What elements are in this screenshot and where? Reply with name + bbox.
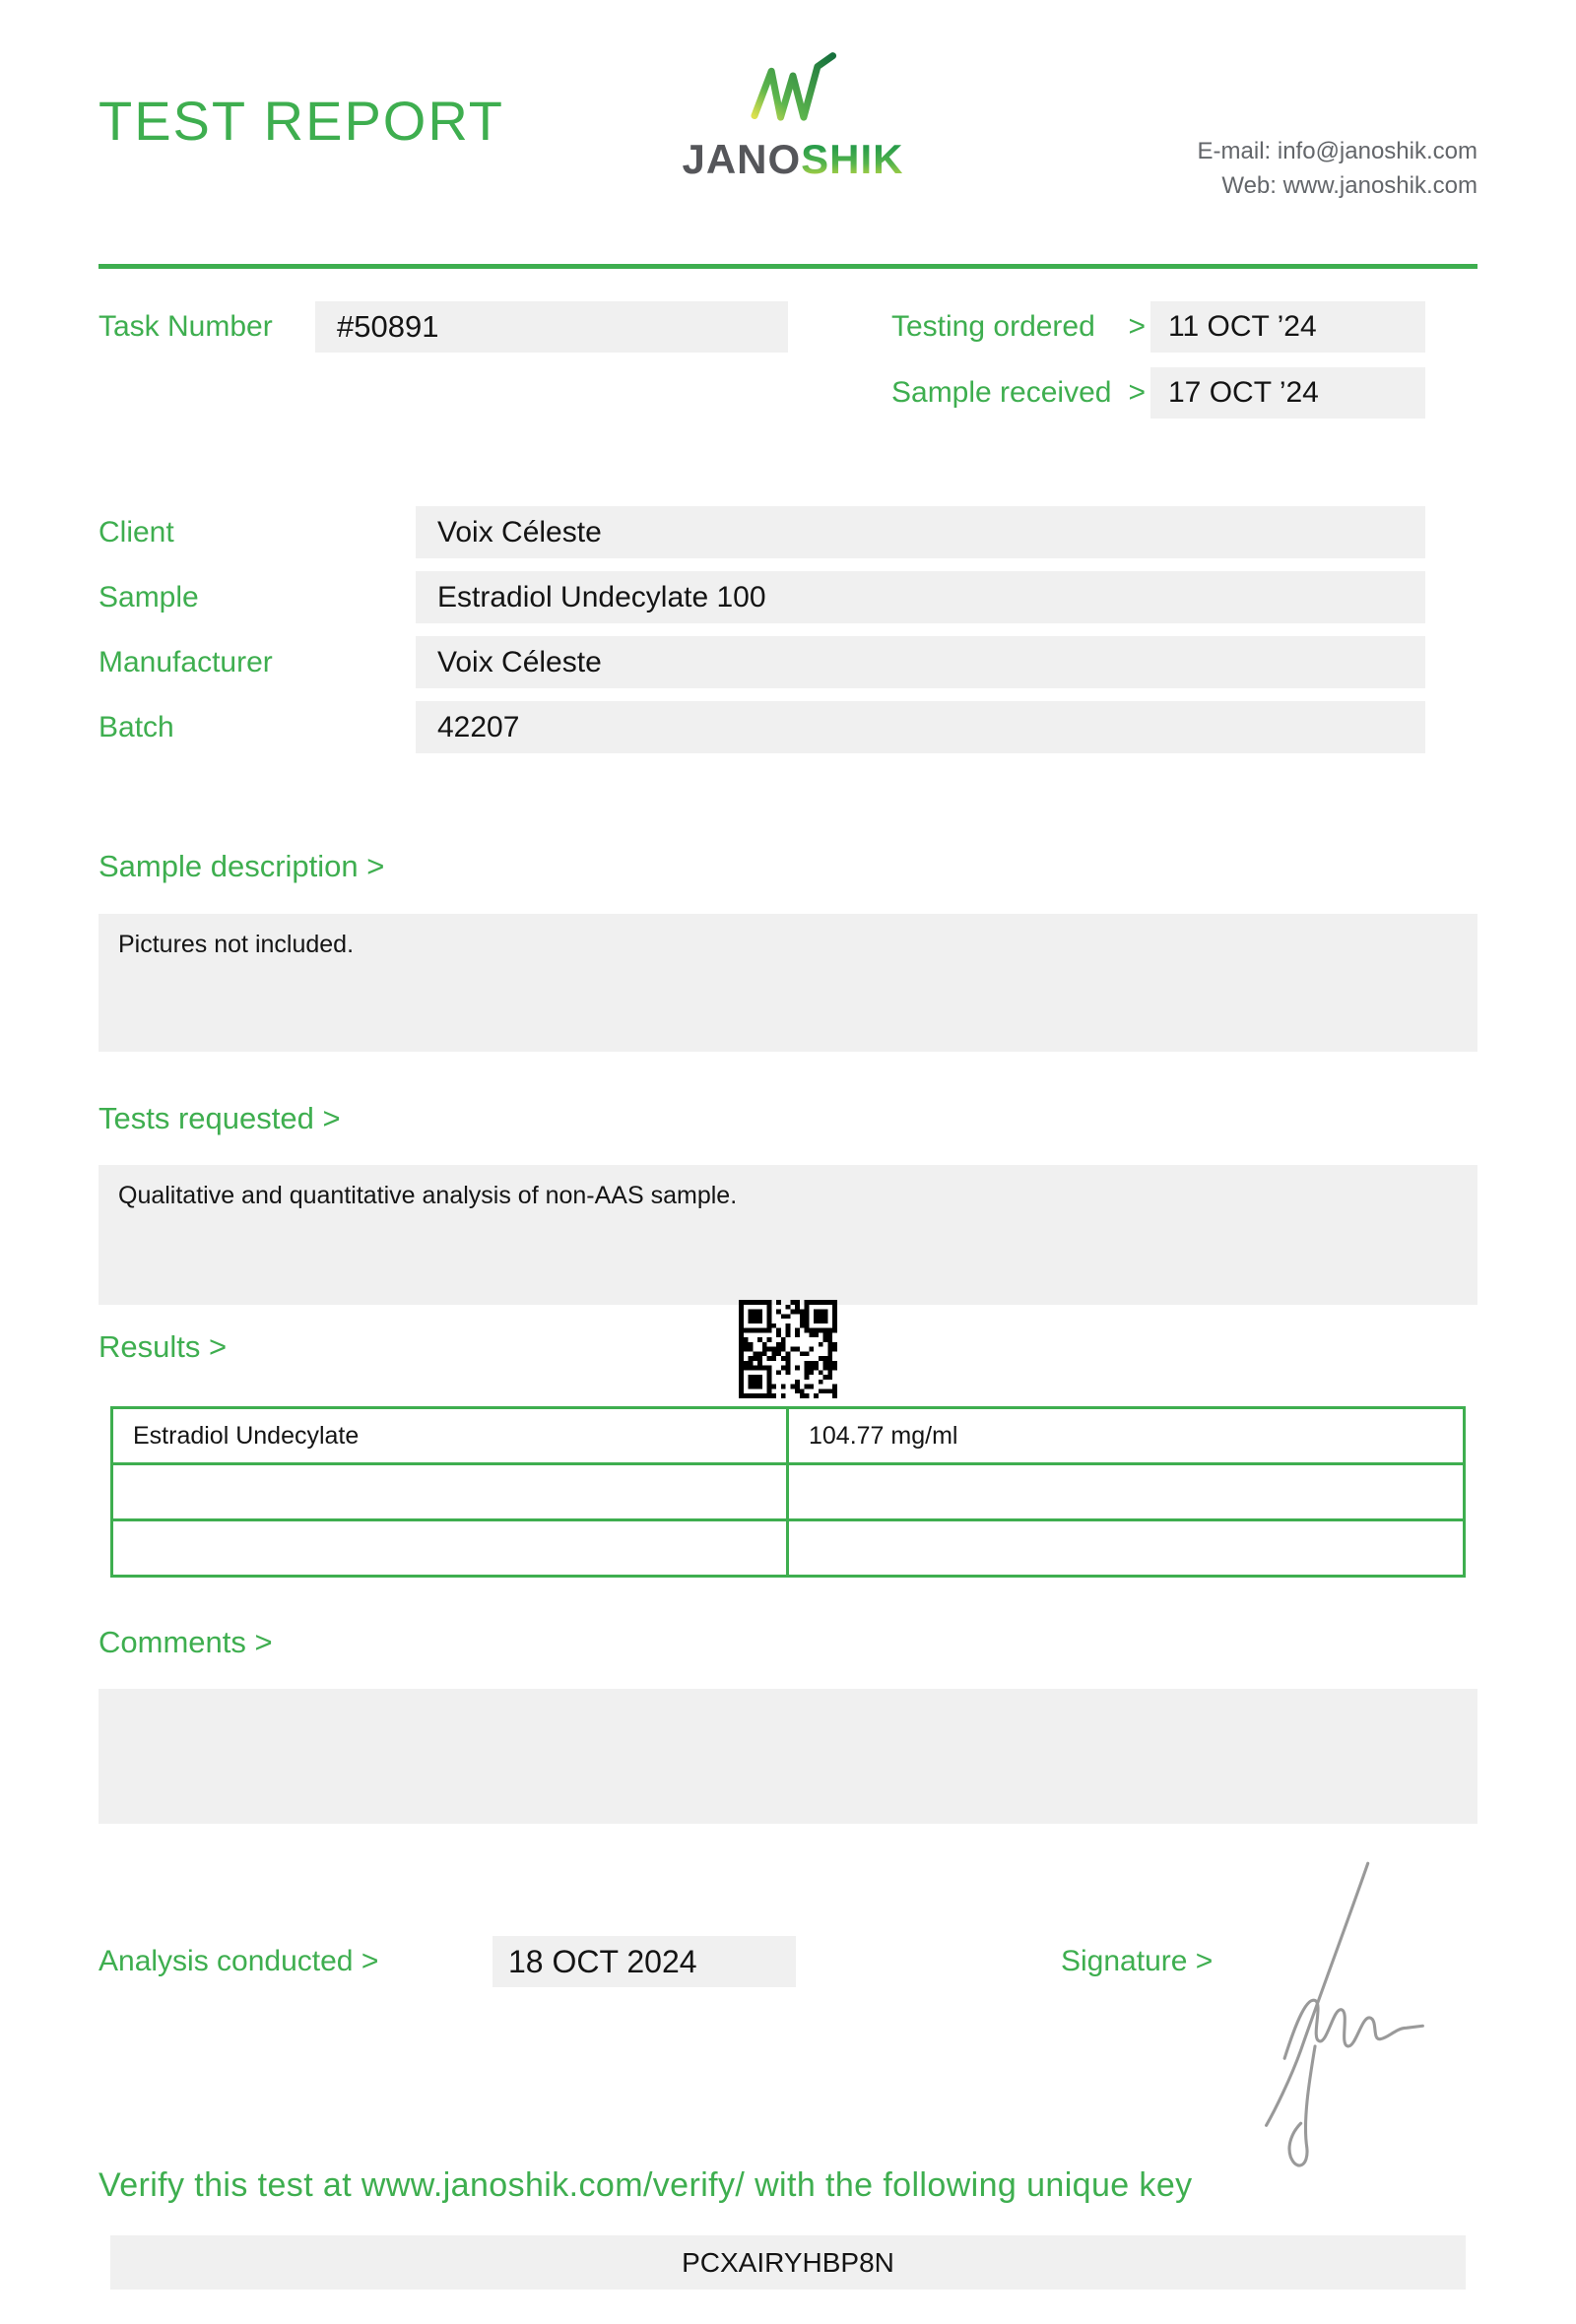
task-number-value: #50891 [315,301,788,353]
result-value-cell [789,1465,1463,1518]
comments-box [98,1689,1478,1824]
page-title: TEST REPORT [98,90,505,152]
analysis-conducted-label: Analysis conducted > [98,1945,379,1977]
result-value-cell [789,1521,1463,1575]
result-value-cell: 104.77 mg/ml [789,1409,1463,1462]
janoshik-logo [678,51,908,183]
arrow-glyph: > [1128,310,1146,343]
contact-email: E-mail: info@janoshik.com [1197,138,1478,164]
sample-description-heading: Sample description > [98,849,385,883]
batch-value: 42207 [416,701,1425,753]
task-number-label: Task Number [98,310,273,343]
results-heading: Results > [98,1329,228,1364]
logo-wordmark [678,136,908,183]
client-value: Voix Céleste [416,506,1425,558]
sample-received-value: 17 OCT ’24 [1150,367,1425,419]
contact-web: Web: www.janoshik.com [1221,172,1478,199]
analysis-conducted-value: 18 OCT 2024 [492,1936,796,1987]
client-label: Client [98,516,174,549]
results-table [110,1406,1466,1578]
sample-description-box: Pictures not included. [98,914,1478,1052]
arrow-glyph: > [1128,376,1146,409]
logo-word-green: SHIK [801,136,904,182]
tests-requested-heading: Tests requested > [98,1101,341,1135]
logo-word-dark: JANO [682,136,802,182]
contact-info [1198,134,1478,203]
tests-requested-box: Qualitative and quantitative analysis of non-AAS sample. [98,1165,1478,1305]
header-divider [98,264,1478,269]
signature-label: Signature > [1061,1945,1214,1977]
testing-ordered-value: 11 OCT ’24 [1150,301,1425,353]
testing-ordered-label: Testing ordered > [891,310,1146,343]
result-name-cell [113,1465,786,1518]
sample-value: Estradiol Undecylate 100 [416,571,1425,623]
result-name-cell [113,1521,786,1575]
sample-label: Sample [98,581,199,613]
signature-image [1243,1855,1448,2180]
comments-heading: Comments > [98,1625,273,1659]
manufacturer-label: Manufacturer [98,646,273,678]
chart-line-icon [746,51,840,128]
batch-label: Batch [98,711,174,743]
sample-received-label: Sample received > [891,376,1146,409]
verify-text: Verify this test at www.janoshik.com/verify/ with the following unique key [98,2166,1193,2204]
result-name-cell: Estradiol Undecylate [113,1409,786,1462]
manufacturer-value: Voix Céleste [416,636,1425,688]
qr-code [739,1300,837,1398]
unique-key-value: PCXAIRYHBP8N [110,2235,1466,2290]
